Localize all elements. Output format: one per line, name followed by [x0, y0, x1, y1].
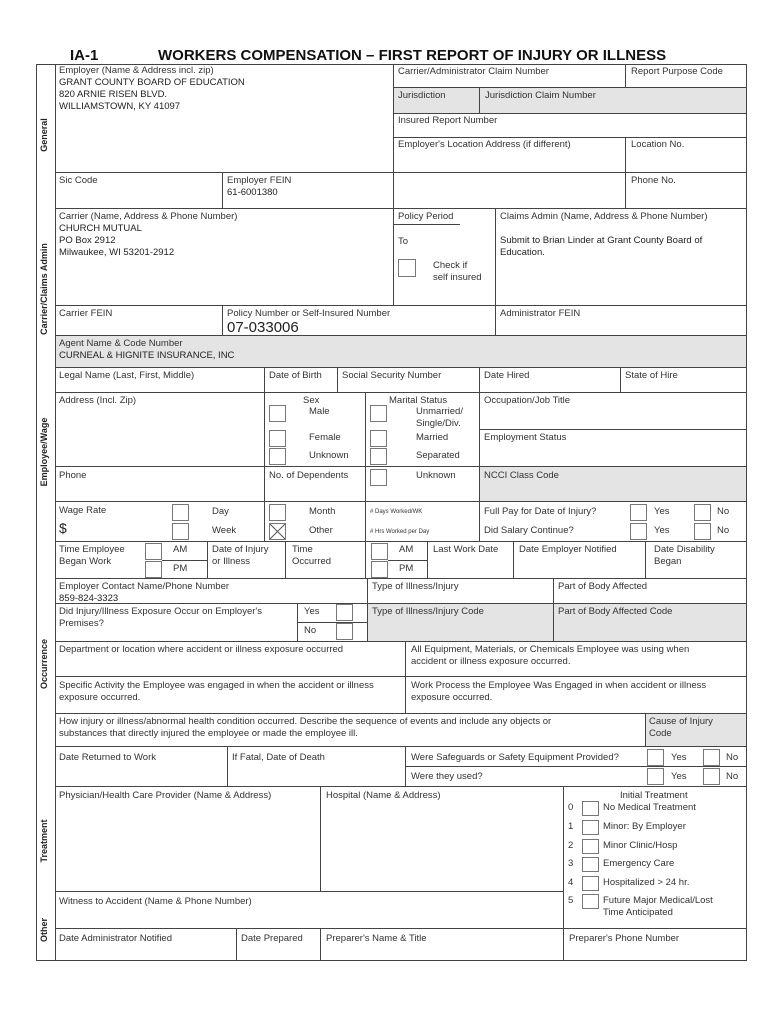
- form-id: IA-1: [70, 47, 99, 64]
- safeguards-yes-label: Yes: [671, 752, 687, 763]
- ssn-label: Social Security Number: [342, 370, 442, 381]
- address-label: Address (Incl. Zip): [59, 395, 137, 406]
- right-border: [746, 64, 747, 961]
- full-pay-yes-label: Yes: [654, 506, 670, 517]
- body-part-code-label: Part of Body Affected Code: [558, 606, 673, 617]
- premises-label-2: Premises?: [59, 618, 104, 629]
- marital-married-label: Married: [416, 432, 449, 443]
- marital-separated-checkbox[interactable]: [370, 448, 387, 465]
- salary-no-label: No: [717, 525, 730, 536]
- employer-contact-value[interactable]: 859-824-3323: [59, 593, 119, 604]
- salary-continue-label: Did Salary Continue?: [484, 525, 574, 536]
- left-border: [36, 64, 37, 961]
- wage-month-checkbox[interactable]: [269, 504, 286, 521]
- activity-label-1: Specific Activity the Employee was engaged in when the accident or illness: [59, 680, 374, 691]
- section-treatment: Treatment: [39, 819, 49, 863]
- premises-yes-label: Yes: [304, 606, 320, 617]
- marital-unmarried-checkbox[interactable]: [370, 405, 387, 422]
- premises-no-label: No: [304, 625, 317, 636]
- section-other: Other: [39, 918, 49, 943]
- used-yes-checkbox[interactable]: [647, 768, 664, 785]
- time-occurred-pm-label: PM: [399, 563, 414, 574]
- sex-unknown-label: Unknown: [309, 450, 349, 461]
- employer-contact-label: Employer Contact Name/Phone Number: [59, 581, 230, 592]
- carrier-city[interactable]: Milwaukee, WI 53201-2912: [59, 247, 175, 258]
- claims-admin-line2[interactable]: Education.: [500, 247, 545, 258]
- safeguards-label: Were Safeguards or Safety Equipment Provided?: [411, 752, 619, 763]
- date-hired-label: Date Hired: [484, 370, 530, 381]
- time-began-am-label: AM: [173, 544, 188, 555]
- marital-unknown-checkbox[interactable]: [370, 469, 387, 486]
- self-insured-label-1: Check if: [433, 260, 468, 271]
- date-notified-label: Date Employer Notified: [519, 544, 617, 555]
- hrs-worked-label: # Hrs Worked per Day: [370, 529, 430, 535]
- sex-male-label: Male: [309, 406, 330, 417]
- treatment-option-checkbox-5[interactable]: [582, 894, 599, 909]
- date-disability-label-1: Date Disability: [654, 544, 715, 555]
- salary-no-checkbox[interactable]: [694, 523, 711, 540]
- used-label: Were they used?: [411, 771, 483, 782]
- treatment-option-label-3: Emergency Care: [603, 858, 675, 869]
- cause-label-2: Code: [649, 728, 672, 739]
- cause-label-1: Cause of Injury: [649, 716, 713, 727]
- how-label-2: substances that directly injured the employee or made the employee ill.: [59, 728, 358, 739]
- treatment-code-2: 2: [568, 840, 574, 851]
- employer-name[interactable]: GRANT COUNTY BOARD OF EDUCATION: [59, 77, 245, 88]
- wage-day-label: Day: [212, 506, 229, 517]
- premises-label-1: Did Injury/Illness Exposure Occur on Employer's: [59, 606, 262, 617]
- treatment-code-3: 3: [568, 858, 574, 869]
- treatment-option-label-4: Hospitalized > 24 hr.: [603, 877, 690, 888]
- treatment-option-checkbox-0[interactable]: [582, 801, 599, 816]
- employer-street[interactable]: 820 ARNIE RISEN BLVD.: [59, 89, 168, 100]
- state-hire-label: State of Hire: [625, 370, 678, 381]
- claims-admin-line1[interactable]: Submit to Brian Linder at Grant County Board of: [500, 235, 703, 246]
- wage-month-label: Month: [309, 506, 336, 517]
- date-injury-label-1: Date of Injury: [212, 544, 269, 555]
- phone-label: Phone: [59, 470, 87, 481]
- time-began-pm-checkbox[interactable]: [145, 561, 162, 578]
- section-general: General: [39, 118, 49, 152]
- marital-label: Marital Status: [389, 395, 448, 406]
- sex-female-checkbox[interactable]: [269, 430, 286, 447]
- sic-code-label: Sic Code: [59, 175, 98, 186]
- carrier-name[interactable]: CHURCH MUTUAL: [59, 223, 142, 234]
- sex-label: Sex: [303, 395, 320, 406]
- treatment-code-5: 5: [568, 895, 574, 906]
- treatment-code-0: 0: [568, 802, 574, 813]
- how-label-1: How injury or illness/abnormal health condition occurred. Describe the sequence of events and include any objects or: [59, 716, 552, 727]
- agent-label: Agent Name & Code Number: [59, 338, 183, 349]
- last-work-date-label: Last Work Date: [433, 544, 499, 555]
- illness-code-label: Type of Illness/Injury Code: [372, 606, 484, 617]
- treatment-code-1: 1: [568, 821, 574, 832]
- self-insured-label-2: self insured: [433, 272, 482, 283]
- safeguards-no-checkbox[interactable]: [703, 749, 720, 766]
- body-part-label: Part of Body Affected: [558, 581, 648, 592]
- carrier-po[interactable]: PO Box 2912: [59, 235, 116, 246]
- date-admin-label: Date Administrator Notified: [59, 933, 172, 944]
- time-occurred-label-2: Occurred: [292, 556, 332, 567]
- policy-to-label: To: [398, 236, 409, 247]
- days-worked-label: # Days Worked/WK: [370, 509, 423, 515]
- sex-female-label: Female: [309, 432, 341, 443]
- full-pay-no-checkbox[interactable]: [694, 504, 711, 521]
- time-occurred-am-label: AM: [399, 544, 414, 555]
- full-pay-label: Full Pay for Date of Injury?: [484, 506, 597, 517]
- treatment-option-label-2: Minor Clinic/Hosp: [603, 840, 678, 851]
- safeguards-no-label: No: [726, 752, 739, 763]
- treatment-option-checkbox-2[interactable]: [582, 839, 599, 854]
- dependents-label: No. of Dependents: [269, 470, 349, 481]
- employer-label: Employer (Name & Address incl. zip): [59, 65, 214, 76]
- marital-unmarried-2: Single/Div.: [416, 418, 461, 429]
- physician-label: Physician/Health Care Provider (Name & Address): [59, 790, 272, 801]
- dob-label: Date of Birth: [269, 370, 322, 381]
- fatal-label: If Fatal, Date of Death: [232, 752, 325, 763]
- employer-city[interactable]: WILLIAMSTOWN, KY 41097: [59, 101, 181, 112]
- full-pay-no-label: No: [717, 506, 730, 517]
- salary-yes-label: Yes: [654, 525, 670, 536]
- wage-other-checkbox[interactable]: [269, 523, 286, 540]
- treatment-option-checkbox-3[interactable]: [582, 857, 599, 872]
- department-label: Department or location where accident or illness exposure occurred: [59, 644, 344, 655]
- wage-day-checkbox[interactable]: [172, 504, 189, 521]
- time-began-label-2: Began Work: [59, 556, 112, 567]
- time-began-am-checkbox[interactable]: [145, 543, 162, 560]
- equipment-label-2: accident or illness exposure occurred.: [411, 656, 571, 667]
- section-occurrence: Occurrence: [39, 638, 49, 690]
- jurisdiction-claim-label: Jurisdiction Claim Number: [485, 90, 596, 101]
- treatment-option-checkbox-4[interactable]: [582, 876, 599, 891]
- date-injury-label-2: or Illness: [212, 556, 251, 567]
- sex-unknown-checkbox[interactable]: [269, 448, 286, 465]
- carrier-label: Carrier (Name, Address & Phone Number): [59, 211, 238, 222]
- section-carrier: Carrier/Claims Admin: [39, 243, 49, 335]
- claims-admin-label: Claims Admin (Name, Address & Phone Number): [500, 211, 708, 222]
- premises-yes-checkbox[interactable]: [336, 604, 353, 621]
- occupation-label: Occupation/Job Title: [484, 395, 571, 406]
- date-disability-label-2: Began: [654, 556, 682, 567]
- policy-number-value[interactable]: 07-033006: [227, 319, 299, 336]
- bottom-border: [36, 960, 747, 961]
- date-returned-label: Date Returned to Work: [59, 752, 156, 763]
- hospital-label: Hospital (Name & Address): [326, 790, 441, 801]
- safeguards-yes-checkbox[interactable]: [647, 749, 664, 766]
- employer-fein-value[interactable]: 61-6001380: [227, 187, 278, 198]
- employer-fein-label: Employer FEIN: [227, 175, 292, 186]
- time-began-pm-label: PM: [173, 563, 188, 574]
- time-began-label-1: Time Employee: [59, 544, 125, 555]
- work-process-label-2: exposure occurred.: [411, 692, 493, 703]
- treatment-option-checkbox-1[interactable]: [582, 820, 599, 835]
- phone-no-label: Phone No.: [631, 175, 676, 186]
- preparer-phone-label: Preparer's Phone Number: [569, 933, 680, 944]
- policy-number-label: Policy Number or Self-Insured Number: [227, 308, 391, 319]
- marital-separated-label: Separated: [416, 450, 460, 461]
- treatment-option-label-5: Future Major Medical/Lost: [603, 895, 713, 906]
- used-no-checkbox[interactable]: [703, 768, 720, 785]
- illness-type-label: Type of Illness/Injury: [372, 581, 459, 592]
- carrier-fein-label: Carrier FEIN: [59, 308, 113, 319]
- legal-name-label: Legal Name (Last, First, Middle): [59, 370, 195, 381]
- wage-currency: $: [59, 520, 67, 536]
- location-address-label: Employer's Location Address (if different): [398, 139, 571, 150]
- premises-no-checkbox[interactable]: [336, 623, 353, 640]
- treatment-option-5-line2: Time Anticipated: [603, 907, 673, 918]
- time-occurred-am-checkbox[interactable]: [371, 543, 388, 560]
- marital-unmarried-1: Unmarried/: [416, 406, 463, 417]
- checked-mark-icon: [270, 524, 285, 539]
- self-insured-checkbox[interactable]: [398, 259, 416, 277]
- time-occurred-label-1: Time: [292, 544, 313, 555]
- jurisdiction-label: Jurisdiction: [398, 90, 446, 101]
- marital-unknown-label: Unknown: [416, 470, 456, 481]
- full-pay-yes-checkbox[interactable]: [630, 504, 647, 521]
- agent-value[interactable]: CURNEAL & HIGNITE INSURANCE, INC: [59, 350, 235, 361]
- report-purpose-label: Report Purpose Code: [631, 66, 723, 77]
- equipment-label-1: All Equipment, Materials, or Chemicals Employee was using when: [411, 644, 690, 655]
- time-occurred-pm-checkbox[interactable]: [371, 561, 388, 578]
- insured-report-label: Insured Report Number: [398, 115, 498, 126]
- sex-male-checkbox[interactable]: [269, 405, 286, 422]
- treatment-code-4: 4: [568, 877, 574, 888]
- marital-married-checkbox[interactable]: [370, 430, 387, 447]
- work-process-label-1: Work Process the Employee Was Engaged in when accident or illness: [411, 680, 707, 691]
- form-title: WORKERS COMPENSATION – FIRST REPORT OF INJURY OR ILLNESS: [158, 47, 667, 64]
- section-employee: Employee/Wage: [39, 417, 49, 487]
- witness-label: Witness to Accident (Name & Phone Number): [59, 896, 252, 907]
- salary-yes-checkbox[interactable]: [630, 523, 647, 540]
- preparer-label: Preparer's Name & Title: [326, 933, 427, 944]
- location-no-label: Location No.: [631, 139, 685, 150]
- admin-fein-label: Administrator FEIN: [500, 308, 581, 319]
- ncci-label: NCCI Class Code: [484, 470, 559, 481]
- wage-other-label: Other: [309, 525, 333, 536]
- section-column-divider: [55, 64, 56, 961]
- employment-status-label: Employment Status: [484, 432, 567, 443]
- used-no-label: No: [726, 771, 739, 782]
- claim-number-label: Carrier/Administrator Claim Number: [398, 66, 549, 77]
- wage-week-checkbox[interactable]: [172, 523, 189, 540]
- activity-label-2: exposure occurred.: [59, 692, 141, 703]
- used-yes-label: Yes: [671, 771, 687, 782]
- policy-period-label: Policy Period: [398, 211, 454, 222]
- initial-treatment-label: Initial Treatment: [620, 790, 688, 801]
- wage-rate-label: Wage Rate: [59, 505, 107, 516]
- wage-week-label: Week: [212, 525, 237, 536]
- date-prepared-label: Date Prepared: [241, 933, 303, 944]
- treatment-option-label-0: No Medical Treatment: [603, 802, 696, 813]
- treatment-option-label-1: Minor: By Employer: [603, 821, 686, 832]
